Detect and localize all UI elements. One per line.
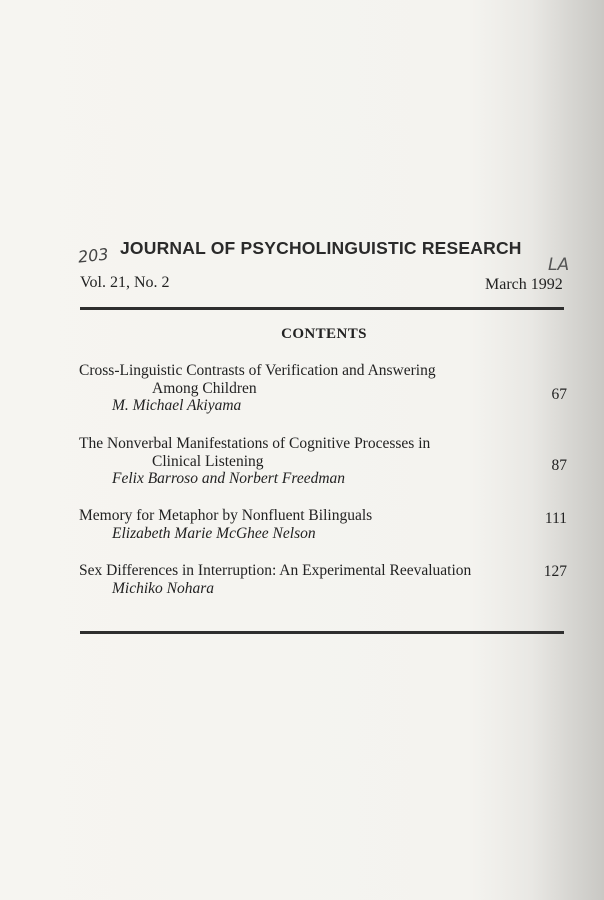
entry-author: Felix Barroso and Norbert Freedman [112,470,346,487]
entry-page-number: 127 [543,563,567,580]
bottom-rule [80,631,564,634]
entry-page-number: 111 [544,510,567,527]
contents-entry [79,562,567,597]
entry-page-number: 87 [551,457,567,474]
entry-author: Michiko Nohara [112,579,215,597]
entry-title-line: Cross-Linguistic Contrasts of Verification and Answering [79,362,436,379]
entry-title-line: Sex Differences in Interruption: An Experimental Reevaluation [79,562,472,579]
issue-date: March 1992 [485,276,563,293]
journal-title: JOURNAL OF PSYCHOLINGUISTIC RESEARCH [120,238,522,258]
handwritten-annotation-right: LA [548,255,570,275]
entry-title-line: Among Children [152,379,257,397]
entry-page-number: 67 [551,386,567,403]
contents-heading: CONTENTS [281,326,367,342]
handwritten-annotation-left: 203 [77,244,110,267]
top-rule [80,307,564,310]
entry-title-line: Clinical Listening [152,452,264,470]
contents-entry [79,362,567,415]
entry-author: M. Michael Akiyama [112,397,242,414]
contents-entry [79,435,567,488]
volume-issue: Vol. 21, No. 2 [80,274,170,291]
contents-entry [79,507,567,542]
entry-author: Elizabeth Marie McGhee Nelson [112,524,316,542]
entry-title-line: Memory for Metaphor by Nonfluent Bilinguals [79,507,373,524]
entry-title-line: The Nonverbal Manifestations of Cognitive Processes in [79,435,431,452]
